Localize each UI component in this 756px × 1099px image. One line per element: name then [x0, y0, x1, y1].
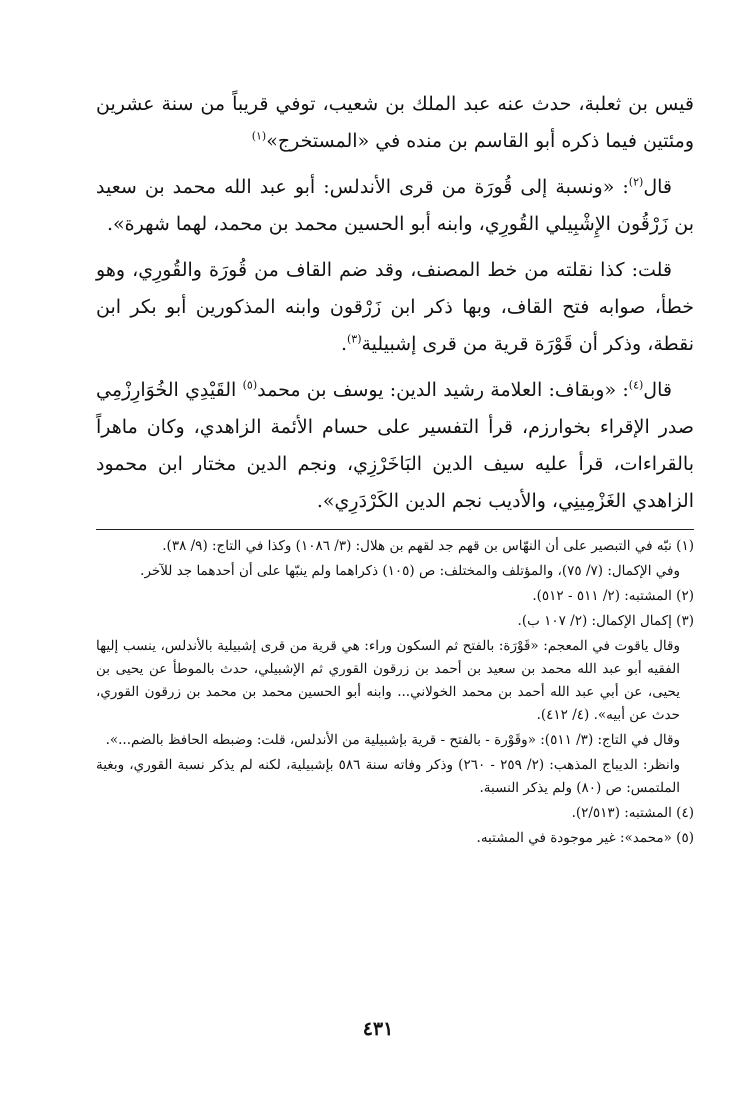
- footnote-2: (٢) المشتبه: (٢/ ٥١١ - ٥١٢).: [532, 588, 694, 604]
- paragraph-2: قال$^{(٢)}$: «ونسبة إلى قُورَة من قرى الأندلس: أبو عبد الله محمد بن سعيد بن زَرْقُون الإِشْبِيلي القُورِي، وابنه أبو الحسين محمد بن محمد، لهما شهرة».: [96, 175, 694, 235]
- footnote-4: (٤) المشتبه: (٢/٥١٣).: [571, 805, 694, 821]
- footnote-ref-5[interactable]: (٥): [242, 378, 258, 392]
- paragraph-4: قال$^{(٤)}$: «وبقاف: العلامة رشيد الدين: يوسف بن محمد$^{(٥)}$ القَيْدِي الخُوَارِزْمِي صدر الإقراء بخوارزم، قرأ التفسير على حسام الأئمة الزاهدي، وكان ماهراً بالقراءات، قرأ عليه سيف الدين البَاخَرْزِي، ونجم الدين مختار ابن محمود الزاهدي الغَزْمِينِي، والأديب نجم الدين الكَرْدَرِي».: [96, 378, 694, 512]
- footnote-5: (٥) «محمد»: غير موجودة في المشتبه.: [476, 830, 694, 846]
- footnote-3-taj: وقال في التاج: (٣/ ٥١١): «وقَوْرة - بالفتح - قرية بإشبيلية من الأندلس، قلت: وضبطه الحافظ بالضم...».: [105, 732, 680, 748]
- paragraph-1: قيس بن ثعلبة، حدث عنه عبد الملك بن شعيب، توفي قريباً من سنة عشرين ومئتين فيما ذكره أبو القاسم بن منده في «المستخرج»$^{(١)}$: [96, 93, 694, 152]
- page-number: ٤٣١: [362, 1018, 394, 1040]
- paragraph-3: قلت: كذا نقلته من خط المصنف، وقد ضم القاف من قُورَة والقُورِي، وهو خطأ، صوابه فتح القاف، وبها ذكر ابن زَرْقون وابنه المذكورين أبو بكر ابن نقطة، وذكر أن قَوْرَة قرية من قرى إشبيلية$^{(٣)}$.: [96, 259, 694, 355]
- page-body: [96, 86, 694, 852]
- footnote-ref-2[interactable]: (٢): [628, 175, 644, 189]
- footnote-1: (١) نبّه في التبصير على أن النهّاس بن قهم جد لقهم بن هلال: (٣/ ١٠٨٦) وكذا في التاج: (٩/ ٣٨).: [162, 538, 694, 554]
- footnotes: [96, 535, 694, 850]
- footnote-ref-1[interactable]: (١): [251, 129, 267, 143]
- main-text: [96, 86, 694, 520]
- footnote-ref-4[interactable]: (٤): [628, 378, 644, 392]
- footnote-1-continued: وفي الإكمال: (٧/ ٧٥)، والمؤتلف والمختلف: ص (١٠٥) ذكراهما ولم ينبّها على أن أحدهما جد للآخر.: [140, 563, 680, 579]
- footnote-3: (٣) إكمال الإكمال: (٢/ ١٠٧ ب).: [517, 613, 694, 629]
- footnote-ref-3[interactable]: (٣): [346, 332, 362, 346]
- footnote-3-yaqut: وقال ياقوت في المعجم: «قَوْرَة: بالفتح ثم السكون وراء: هي قرية من قرى إشبيلية بالأندلس، ينسب إليها الفقيه أبو عبد الله محمد بن سعيد بن أحمد بن زرقون القوري ثم الإشبيلي، حدث بالموطأ عن يحيى بن يحيى، عن أبي عبد الله أحمد بن محمد الخولاني... وابنه أبو الحسين محمد بن محمد بن زرقون القوري، حدث عن أبيه». (٤/ ٤١٢).: [96, 638, 680, 723]
- footnote-divider: [96, 529, 694, 530]
- footnote-3-see-also: وانظر: الديباج المذهب: (٢/ ٢٥٩ - ٢٦٠) وذكر وفاته سنة ٥٨٦ بإشبيلية، لكنه لم يذكر نسبة القوري، وبغية الملتمس: ص (٨٠) ولم يذكر النسبة.: [96, 757, 681, 796]
